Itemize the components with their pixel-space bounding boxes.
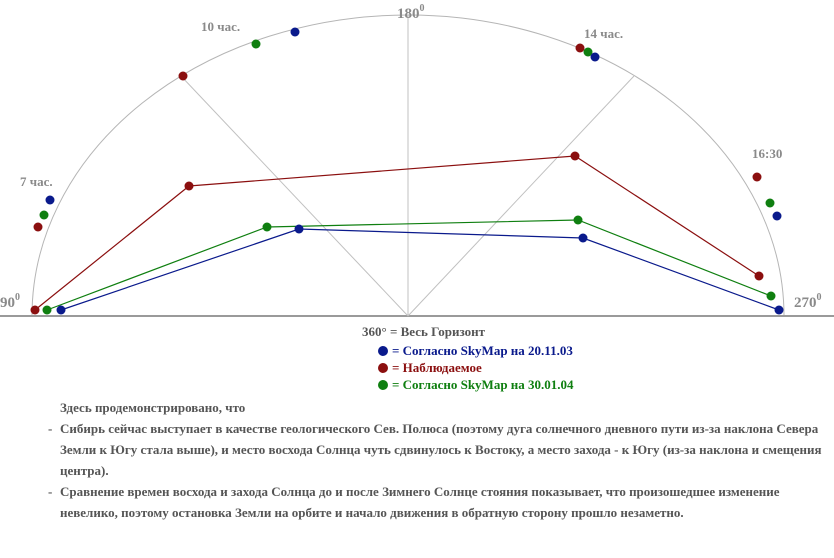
label-270: $270^0$ xyxy=(794,292,822,311)
legend-item-skymap-30-01-04: = Согласно SkyMap на 30.01.04 xyxy=(378,377,574,393)
legend-dot xyxy=(378,380,388,390)
legend-dot xyxy=(378,363,388,373)
point-observed-7h xyxy=(34,223,43,232)
point-skymap2-sunrise xyxy=(43,306,52,315)
point-skymap1-14h xyxy=(579,234,588,243)
label-180: $180^0$ xyxy=(397,3,425,22)
point-skymap1-10h xyxy=(295,225,304,234)
point-skymap2-1630-outer xyxy=(766,199,775,208)
notes-item: - Сибирь сейчас выступает в качестве геологического Сев. Полюса (поэтому дуга солнечного дневного пути из-за наклона Севера Земли к Югу стала выше), и место восхода Солнца чуть сдвинулось к Востоку, а место захода - к Югу (из-за наклона и смещения центра). xyxy=(48,418,828,481)
radial-line-left xyxy=(181,76,408,316)
notes-intro: Здесь продемонстрировано, что xyxy=(60,400,246,415)
legend-item-observed: = Наблюдаемое xyxy=(378,360,482,376)
point-skymap1-sunrise xyxy=(57,306,66,315)
point-observed-sunset xyxy=(755,272,764,281)
point-skymap1-sunset xyxy=(775,306,784,315)
point-skymap2-10h xyxy=(263,223,272,232)
notes-dash: - xyxy=(48,484,53,499)
label-14h: 14 час. xyxy=(584,26,624,41)
point-observed-14h-outer xyxy=(576,44,585,53)
point-observed-1630-outer xyxy=(753,173,762,182)
notes xyxy=(48,397,828,523)
point-observed-sunrise xyxy=(31,306,40,315)
point-observed-10h-outer xyxy=(179,72,188,81)
notes-item: - Сравнение времен восхода и захода Солнца до и после Зимнего Солнце стояния показывает, что произошедшее изменение невелико, поэтому остановка Земли на орбите и начало движения в обратную сторону прошло незаметно. xyxy=(48,481,828,523)
path-observed xyxy=(35,156,759,310)
point-skymap2-10h-outer xyxy=(252,40,261,49)
point-skymap1-1630-outer xyxy=(773,212,782,221)
point-observed-14h xyxy=(571,152,580,161)
point-skymap1-14h-outer xyxy=(591,53,600,62)
legend-item-skymap-20-11-03: = Согласно SkyMap на 20.11.03 xyxy=(378,343,573,359)
path-skymap-30-01-04 xyxy=(47,220,771,310)
point-skymap1-10h-outer xyxy=(291,28,300,37)
path-skymap-20-11-03 xyxy=(61,229,779,310)
notes-dash: - xyxy=(48,421,53,436)
label-1630: 16:30 xyxy=(752,146,783,161)
point-skymap1-7h xyxy=(46,196,55,205)
point-skymap2-14h xyxy=(574,216,583,225)
label-10h: 10 час. xyxy=(201,19,241,34)
point-observed-10h xyxy=(185,182,194,191)
legend-dot xyxy=(378,346,388,356)
horizon-caption: 360° = Весь Горизонт xyxy=(362,324,485,339)
radial-line-right xyxy=(408,76,634,316)
point-skymap2-7h xyxy=(40,211,49,220)
label-90: $90^0$ xyxy=(0,292,20,311)
point-skymap2-sunset xyxy=(767,292,776,301)
label-7h: 7 час. xyxy=(20,174,53,189)
